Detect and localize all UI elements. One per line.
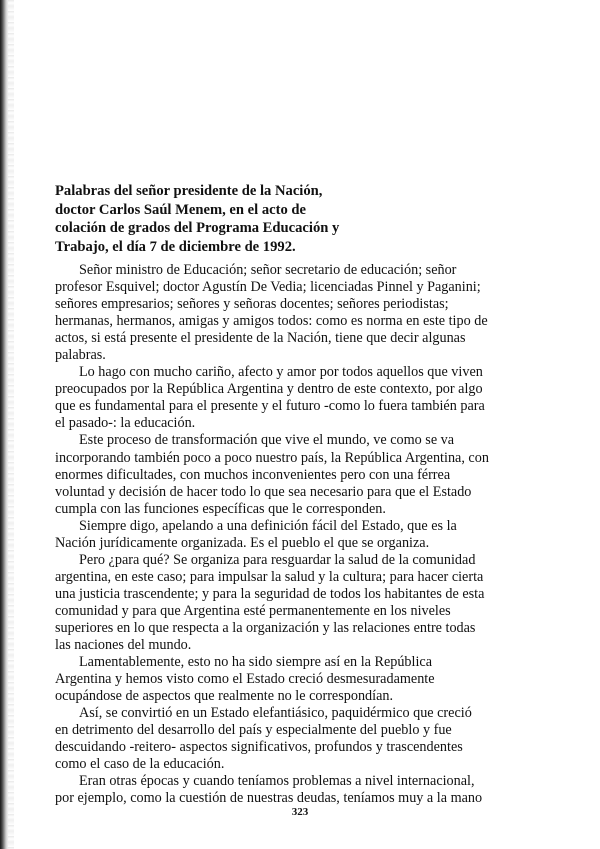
text-line: Señor ministro de Educación; señor secretario de educación; señor — [79, 262, 457, 278]
text-line: palabras. — [55, 347, 106, 364]
text-line: Lamentablemente, esto no ha sido siempre así en la República — [79, 654, 432, 671]
text-line: Así, se convirtió en un Estado elefantiásico, paquidérmico que creció — [79, 705, 472, 722]
text-line: Este proceso de transformación que vive el mundo, ve como se va — [79, 432, 455, 449]
text-line: hermanas, hermanos, amigas y amigos todos: como es norma en este tipo de — [55, 313, 488, 330]
text-line: por ejemplo, como la cuestión de nuestras deudas, teníamos muy a la mano — [55, 790, 483, 807]
paragraph-7 — [55, 705, 545, 773]
text-line: señores empresarios; señores y señoras docentes; señores periodistas; — [55, 296, 449, 313]
text-line: Lo hago con mucho cariño, afecto y amor por todos aquellos que viven — [79, 364, 483, 381]
paragraph-4 — [55, 518, 545, 552]
binding-speckle — [8, 0, 14, 849]
text-line: Nación jurídicamente organizada. Es el pueblo el que se organiza. — [55, 534, 430, 551]
text-line: que es fundamental para el presente y el futuro -como lo fuera también para — [55, 398, 485, 415]
speech-body — [55, 262, 545, 808]
text-line: cumpla con las funciones específicas que le corresponden. — [55, 500, 386, 517]
text-line: el pasado-: la educación. — [55, 415, 196, 432]
text-line: incorporando también poco a poco nuestro país, la República Argentina, con — [55, 449, 489, 466]
paragraph-6 — [55, 654, 545, 705]
heading-line: Trabajo, el día 7 de diciembre de 1992. — [55, 238, 296, 255]
text-line: superiores en lo que respecta a la organización y las relaciones entre todas — [55, 619, 476, 636]
text-line: profesor Esquivel; doctor Agustín De Vedia; licenciadas Pinnel y Paganini; — [55, 279, 481, 296]
speech-heading — [55, 182, 385, 256]
paragraph-3 — [55, 432, 545, 517]
text-line: Pero ¿para qué? Se organiza para resguardar la salud de la comunidad — [79, 551, 476, 568]
text-line: Eran otras épocas y cuando teníamos problemas a nivel internacional, — [79, 773, 475, 790]
text-line: como el caso de la educación. — [55, 756, 225, 773]
text-line: preocupados por la República Argentina y dentro de este contexto, por algo — [55, 381, 483, 398]
text-line: descuidando -reitero- aspectos significativos, profundos y trascendentes — [55, 739, 463, 756]
page-number: 323 — [291, 806, 309, 818]
text-line: una justicia trascendente; y para la seguridad de todos los habitantes de esta — [55, 585, 485, 602]
paragraph-5 — [55, 552, 545, 654]
text-line: en detrimento del desarrollo del país y especialmente del pueblo y fue — [55, 722, 452, 739]
text-line: enormes dificultades, con muchos inconvenientes pero con una férrea — [55, 466, 451, 483]
text-line: las naciones del mundo. — [55, 637, 192, 654]
paragraph-8 — [55, 773, 545, 807]
paragraph-2 — [55, 364, 545, 432]
heading-line: doctor Carlos Saúl Menem, en el acto de — [55, 201, 307, 218]
text-line: comunidad y para que Argentina esté permanentemente en los niveles — [55, 602, 451, 619]
heading-line: Palabras del señor presidente de la Nación, — [55, 183, 323, 199]
text-line: actos, si está presente el presidente de la Nación, tiene que decir algunas — [55, 330, 466, 347]
heading-line: colación de grados del Programa Educación y — [55, 220, 340, 236]
paragraph-1 — [55, 262, 545, 364]
text-line: Argentina y hemos visto como el Estado creció desmesuradamente — [55, 671, 435, 688]
text-line: ocupándose de aspectos que realmente no le correspondían. — [55, 688, 394, 705]
text-line: Siempre digo, apelando a una definición fácil del Estado, que es la — [79, 517, 457, 534]
text-line: argentina, en este caso; para impulsar la salud y la cultura; para hacer cierta — [55, 568, 484, 585]
text-line: voluntad y decisión de hacer todo lo que sea necesario para que el Estado — [55, 483, 472, 500]
